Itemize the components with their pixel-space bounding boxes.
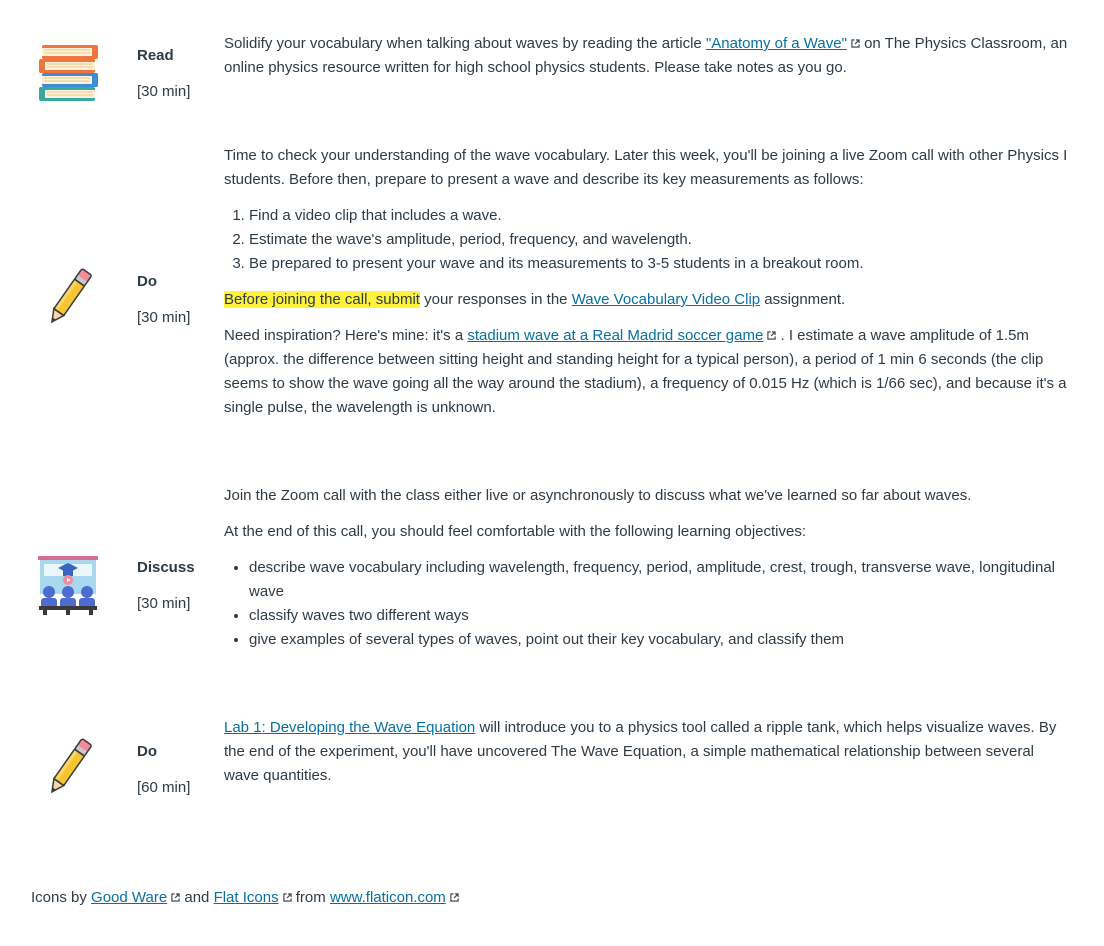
activity-content: [224, 32, 1072, 92]
list-item: 3. Be prepared to present your wave and its measurements to 3-5 students in a breakout room.: [249, 252, 1072, 276]
external-link-icon: [450, 893, 459, 902]
text: . I estimate a wave amplitude of 1.5m (approx. the difference between sitting height and standing height for a typical person), a period of 1 min 6 seconds (the clip seems to show the wave going all the way around the stadium), a frequency of 0.015 Hz (which is 1/66 sec), and because it's a single pulse, the wavelength is unknown.: [224, 327, 1067, 416]
activity-duration: [60 min]: [137, 779, 191, 796]
text: Icons by: [31, 889, 92, 906]
steps-list: [224, 204, 1072, 276]
text: will introduce you to a physics tool called a ripple tank, which helps visualize waves. By the end of the experiment, you'll have uncovered The Wave Equation, a simple mathematical relationship between several wave quantities.: [224, 719, 1057, 784]
list-item: • describe wave vocabulary including wavelength, frequency, period, amplitude, crest, trough, transverse wave, longitudinal wave: [249, 556, 1072, 604]
text: Need inspiration? Here's mine: it's a: [224, 327, 468, 344]
activity-verb: Do: [137, 273, 157, 290]
lab-1-link[interactable]: Lab 1: Developing the Wave Equation: [224, 719, 476, 736]
paragraph: [224, 324, 1072, 420]
activity-label: [137, 270, 217, 330]
good-ware-link[interactable]: Good Ware: [91, 889, 168, 906]
list-item: • classify waves two different ways: [249, 604, 1072, 628]
flat-icons-link[interactable]: Flat Icons: [213, 889, 279, 906]
external-link-icon: [283, 893, 292, 902]
text: from: [291, 889, 330, 906]
external-link-icon: [171, 893, 180, 902]
list-item: 1. Find a video clip that includes a wave.: [249, 204, 1072, 228]
activity-label: [137, 556, 217, 616]
activity-content: [224, 716, 1072, 800]
paragraph: Time to check your understanding of the wave vocabulary. Later this week, you'll be joining a live Zoom call with other Physics I students. Before then, prepare to present a wave and describe its key measurements as follows:: [224, 147, 1068, 188]
activity-content: [224, 144, 1072, 432]
text: assignment.: [760, 291, 846, 308]
flaticon-link[interactable]: www.flaticon.com: [329, 889, 446, 906]
wave-vocabulary-video-clip-link[interactable]: Wave Vocabulary Video Clip: [571, 291, 761, 308]
objectives-list: [224, 556, 1072, 652]
text: your responses in the: [419, 291, 572, 308]
activity-duration: [30 min]: [137, 595, 191, 612]
pencil-icon: [37, 738, 99, 800]
activity-content: [224, 484, 1072, 664]
list-item: • give examples of several types of waves, point out their key vocabulary, and classify them: [249, 628, 1072, 652]
activity-label: [137, 44, 217, 104]
paragraph: Join the Zoom call with the class either live or asynchronously to discuss what we've learned so far about waves.: [224, 487, 972, 504]
activity-label: [137, 740, 217, 800]
activity-duration: [30 min]: [137, 309, 191, 326]
activity-verb: Do: [137, 743, 157, 760]
activity-verb: Discuss: [137, 559, 195, 576]
text: on The Physics Classroom, an online physics resource written for high school physics students. Please take notes as you go.: [224, 35, 1068, 76]
paragraph: [224, 288, 1072, 312]
icon-credits: [31, 886, 459, 910]
paragraph: [224, 716, 1072, 788]
activity-duration: [30 min]: [137, 83, 191, 100]
stadium-wave-link[interactable]: stadium wave at a Real Madrid soccer game: [467, 327, 764, 344]
books-icon: [37, 42, 99, 104]
external-link-icon: [767, 331, 776, 340]
text: Solidify your vocabulary when talking about waves by reading the article: [224, 35, 706, 52]
classroom-icon: [37, 554, 99, 616]
highlighted-text: Before joining the call, submit: [224, 291, 420, 308]
paragraph: At the end of this call, you should feel comfortable with the following learning objectives:: [224, 523, 806, 540]
paragraph: [224, 32, 1072, 80]
activity-verb: Read: [137, 47, 174, 64]
list-item: 2. Estimate the wave's amplitude, period, frequency, and wavelength.: [249, 228, 1072, 252]
anatomy-of-a-wave-link[interactable]: "Anatomy of a Wave": [705, 35, 847, 52]
pencil-icon: [37, 268, 99, 330]
text: and: [180, 889, 214, 906]
external-link-icon: [851, 39, 860, 48]
